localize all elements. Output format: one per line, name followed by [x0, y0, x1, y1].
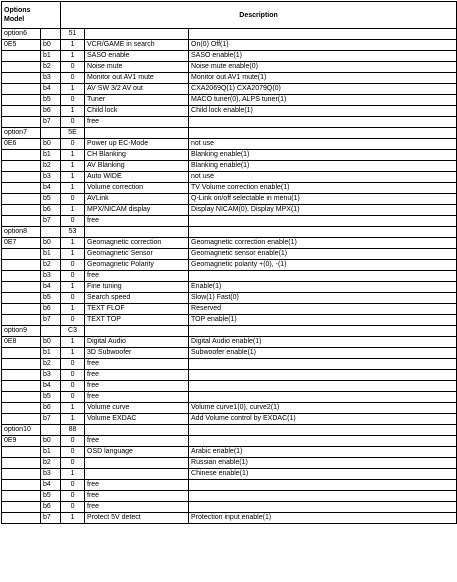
function-cell: VCR/GAME in search: [85, 40, 189, 51]
description-cell: [189, 326, 457, 337]
table-row: [2, 513, 457, 524]
description-cell: Display NICAM(0), Display MPX(1): [189, 205, 457, 216]
bit-cell: b6: [41, 403, 61, 414]
value-cell: 0: [61, 436, 85, 447]
value-cell: 0: [61, 95, 85, 106]
value-cell: 1: [61, 469, 85, 480]
description-cell: Blanking enable(1): [189, 161, 457, 172]
bit-cell: b2: [41, 359, 61, 370]
option-model-cell: [2, 216, 41, 227]
function-cell: CH Blanking: [85, 150, 189, 161]
bit-cell: b4: [41, 381, 61, 392]
option-model-cell: option8: [2, 227, 41, 238]
model-label: Model: [4, 16, 25, 23]
description-cell: [189, 491, 457, 502]
function-cell: free: [85, 392, 189, 403]
option-model-cell: [2, 480, 41, 491]
function-cell: free: [85, 480, 189, 491]
option-model-cell: option10: [2, 425, 41, 436]
function-cell: TEXT FLOF: [85, 304, 189, 315]
bit-cell: b7: [41, 216, 61, 227]
description-cell: CXA2069Q(1) CXA2079Q(0): [189, 84, 457, 95]
value-cell: 1: [61, 249, 85, 260]
table-row: [2, 161, 457, 172]
option-model-cell: [2, 95, 41, 106]
table-row: [2, 249, 457, 260]
option-model-cell: [2, 513, 41, 524]
table-row: [2, 392, 457, 403]
table-row: [2, 128, 457, 139]
description-cell: TOP enable(1): [189, 315, 457, 326]
function-cell: Power up EC-Mode: [85, 139, 189, 150]
function-cell: free: [85, 216, 189, 227]
bit-cell: b7: [41, 414, 61, 425]
bit-cell: b7: [41, 315, 61, 326]
value-cell: 0: [61, 260, 85, 271]
value-cell: 1: [61, 84, 85, 95]
function-cell: free: [85, 271, 189, 282]
bit-cell: b0: [41, 436, 61, 447]
table-row: [2, 304, 457, 315]
value-cell: 1: [61, 106, 85, 117]
description-cell: [189, 502, 457, 513]
description-cell: Geomagnetic correction enable(1): [189, 238, 457, 249]
value-cell: 0: [61, 381, 85, 392]
option-model-cell: [2, 315, 41, 326]
value-cell: 1: [61, 40, 85, 51]
table-row: [2, 51, 457, 62]
options-model-header: [2, 2, 61, 29]
table-row: [2, 359, 457, 370]
value-cell: 51: [61, 29, 85, 40]
function-cell: [85, 326, 189, 337]
table-row: [2, 403, 457, 414]
table-row: [2, 260, 457, 271]
bit-cell: b0: [41, 337, 61, 348]
table-row: [2, 227, 457, 238]
value-cell: 1: [61, 161, 85, 172]
option-model-cell: [2, 293, 41, 304]
options-document: [1, 1, 457, 524]
option-model-cell: [2, 150, 41, 161]
bit-cell: b3: [41, 73, 61, 84]
option-model-cell: [2, 359, 41, 370]
function-cell: Geomagnetic correction: [85, 238, 189, 249]
table-row: [2, 293, 457, 304]
value-cell: C3: [61, 326, 85, 337]
table-row: [2, 150, 457, 161]
option-model-cell: [2, 117, 41, 128]
bit-cell: b3: [41, 469, 61, 480]
bit-cell: b4: [41, 282, 61, 293]
table-row: [2, 84, 457, 95]
function-cell: MPX/NICAM display: [85, 205, 189, 216]
option-model-cell: [2, 183, 41, 194]
value-cell: 0: [61, 491, 85, 502]
function-cell: free: [85, 436, 189, 447]
function-cell: free: [85, 502, 189, 513]
value-cell: 0: [61, 139, 85, 150]
bit-cell: b3: [41, 172, 61, 183]
option-model-cell: [2, 282, 41, 293]
value-cell: 1: [61, 337, 85, 348]
option-model-cell: [2, 271, 41, 282]
option-model-cell: [2, 249, 41, 260]
value-cell: 0: [61, 216, 85, 227]
value-cell: 0: [61, 271, 85, 282]
table-row: [2, 282, 457, 293]
table-row: [2, 40, 457, 51]
table-row: [2, 205, 457, 216]
bit-cell: b0: [41, 238, 61, 249]
value-cell: 0: [61, 293, 85, 304]
bit-cell: [41, 425, 61, 436]
option-model-cell: 0E7: [2, 238, 41, 249]
value-cell: 5E: [61, 128, 85, 139]
value-cell: 1: [61, 238, 85, 249]
table-row: [2, 29, 457, 40]
bit-cell: b1: [41, 150, 61, 161]
table-row: [2, 183, 457, 194]
table-row: [2, 425, 457, 436]
bit-cell: b6: [41, 205, 61, 216]
description-cell: [189, 227, 457, 238]
description-cell: MACO tuner(0), ALPS tuner(1): [189, 95, 457, 106]
option-model-cell: [2, 106, 41, 117]
value-cell: 53: [61, 227, 85, 238]
function-cell: Geomagnetic Sensor: [85, 249, 189, 260]
value-cell: 1: [61, 51, 85, 62]
bit-cell: b1: [41, 348, 61, 359]
description-cell: Reserved: [189, 304, 457, 315]
option-model-cell: option7: [2, 128, 41, 139]
option-model-cell: [2, 502, 41, 513]
value-cell: 1: [61, 414, 85, 425]
function-cell: [85, 128, 189, 139]
description-cell: Noise mute enable(0): [189, 62, 457, 73]
function-cell: Child lock: [85, 106, 189, 117]
value-cell: 1: [61, 348, 85, 359]
option-model-cell: [2, 447, 41, 458]
table-row: [2, 216, 457, 227]
value-cell: 1: [61, 282, 85, 293]
description-cell: [189, 425, 457, 436]
description-cell: [189, 29, 457, 40]
function-cell: [85, 458, 189, 469]
option-model-cell: [2, 73, 41, 84]
option-model-cell: [2, 161, 41, 172]
value-cell: 1: [61, 304, 85, 315]
option-model-cell: [2, 51, 41, 62]
description-cell: Subwoofer enable(1): [189, 348, 457, 359]
function-cell: SASO enable: [85, 51, 189, 62]
value-cell: 0: [61, 392, 85, 403]
description-cell: [189, 117, 457, 128]
bit-cell: b4: [41, 84, 61, 95]
description-cell: not use: [189, 139, 457, 150]
value-cell: 1: [61, 513, 85, 524]
option-model-cell: [2, 381, 41, 392]
bit-cell: b2: [41, 62, 61, 73]
bit-cell: b6: [41, 106, 61, 117]
description-cell: Russian enable(1): [189, 458, 457, 469]
value-cell: 1: [61, 205, 85, 216]
description-cell: Q-Link on/off selectable in menu(1): [189, 194, 457, 205]
description-cell: Child lock enable(1): [189, 106, 457, 117]
bit-cell: b4: [41, 183, 61, 194]
option-model-cell: [2, 205, 41, 216]
option-model-cell: [2, 260, 41, 271]
table-row: [2, 106, 457, 117]
table-row: [2, 139, 457, 150]
table-row: [2, 414, 457, 425]
option-model-cell: 0E6: [2, 139, 41, 150]
value-cell: 1: [61, 172, 85, 183]
value-cell: 1: [61, 150, 85, 161]
bit-cell: [41, 29, 61, 40]
option-model-cell: [2, 194, 41, 205]
function-cell: free: [85, 491, 189, 502]
function-cell: Geomagnetic Polarity: [85, 260, 189, 271]
function-cell: free: [85, 370, 189, 381]
bit-cell: b5: [41, 293, 61, 304]
function-cell: OSD language: [85, 447, 189, 458]
option-model-cell: [2, 458, 41, 469]
value-cell: 0: [61, 73, 85, 84]
function-cell: Protect 5V detect: [85, 513, 189, 524]
option-model-cell: [2, 469, 41, 480]
table-row: [2, 348, 457, 359]
table-row: [2, 172, 457, 183]
options-label: Options: [4, 7, 31, 14]
description-cell: Blanking enable(1): [189, 150, 457, 161]
function-cell: [85, 469, 189, 480]
option-model-cell: 0E5: [2, 40, 41, 51]
bit-cell: b5: [41, 95, 61, 106]
description-cell: [189, 392, 457, 403]
option-model-cell: [2, 84, 41, 95]
bit-cell: b0: [41, 40, 61, 51]
description-cell: On(0) Off(1): [189, 40, 457, 51]
bit-cell: b7: [41, 513, 61, 524]
option-model-cell: option6: [2, 29, 41, 40]
function-cell: free: [85, 117, 189, 128]
value-cell: 0: [61, 458, 85, 469]
table-row: [2, 381, 457, 392]
table-row: [2, 458, 457, 469]
description-cell: Digital Audio enable(1): [189, 337, 457, 348]
option-model-cell: 0E8: [2, 337, 41, 348]
description-cell: Add Volume control by EXDAC(1): [189, 414, 457, 425]
bit-cell: b1: [41, 447, 61, 458]
table-row: [2, 62, 457, 73]
function-cell: Volume correction: [85, 183, 189, 194]
bit-cell: b6: [41, 304, 61, 315]
value-cell: 0: [61, 370, 85, 381]
bit-cell: [41, 128, 61, 139]
bit-cell: b6: [41, 502, 61, 513]
option-model-cell: [2, 304, 41, 315]
table-row: [2, 502, 457, 513]
function-cell: Auto WIDE: [85, 172, 189, 183]
description-cell: not use: [189, 172, 457, 183]
description-header: Description: [61, 2, 457, 29]
table-row: [2, 271, 457, 282]
function-cell: Monitor out AV1 mute: [85, 73, 189, 84]
value-cell: 1: [61, 183, 85, 194]
bit-cell: [41, 326, 61, 337]
description-cell: Chinese enable(1): [189, 469, 457, 480]
description-cell: [189, 271, 457, 282]
description-cell: SASO enable(1): [189, 51, 457, 62]
bit-cell: b5: [41, 392, 61, 403]
option-model-cell: option9: [2, 326, 41, 337]
table-row: [2, 447, 457, 458]
bit-cell: b4: [41, 480, 61, 491]
bit-cell: b5: [41, 491, 61, 502]
value-cell: 0: [61, 502, 85, 513]
value-cell: 0: [61, 480, 85, 491]
description-cell: Protection input enable(1): [189, 513, 457, 524]
table-row: [2, 73, 457, 84]
value-cell: 1: [61, 403, 85, 414]
table-row: [2, 238, 457, 249]
table-row: [2, 491, 457, 502]
bit-cell: b2: [41, 260, 61, 271]
value-cell: 0: [61, 62, 85, 73]
bit-cell: b1: [41, 249, 61, 260]
description-cell: [189, 128, 457, 139]
table-row: [2, 117, 457, 128]
function-cell: 3D Subwoofer: [85, 348, 189, 359]
options-table-body: [2, 29, 457, 524]
description-cell: Monitor out AV1 mute(1): [189, 73, 457, 84]
value-cell: 0: [61, 447, 85, 458]
function-cell: AVLink: [85, 194, 189, 205]
table-row: [2, 326, 457, 337]
description-cell: Enable(1): [189, 282, 457, 293]
description-cell: Arabic enable(1): [189, 447, 457, 458]
description-cell: [189, 216, 457, 227]
table-row: [2, 480, 457, 491]
table-row: [2, 315, 457, 326]
bit-cell: b0: [41, 139, 61, 150]
option-model-cell: [2, 414, 41, 425]
table-header-row: [2, 2, 457, 29]
value-cell: 88: [61, 425, 85, 436]
bit-cell: b5: [41, 194, 61, 205]
options-table: [1, 1, 457, 524]
bit-cell: b3: [41, 370, 61, 381]
function-cell: free: [85, 381, 189, 392]
function-cell: [85, 29, 189, 40]
table-row: [2, 370, 457, 381]
description-cell: [189, 436, 457, 447]
function-cell: Search speed: [85, 293, 189, 304]
function-cell: Digital Audio: [85, 337, 189, 348]
description-cell: [189, 480, 457, 491]
bit-cell: b1: [41, 51, 61, 62]
function-cell: Volume curve: [85, 403, 189, 414]
bit-cell: b2: [41, 161, 61, 172]
value-cell: 0: [61, 359, 85, 370]
option-model-cell: [2, 491, 41, 502]
table-row: [2, 194, 457, 205]
description-cell: Geomagnetic polarity +(0), -(1): [189, 260, 457, 271]
description-cell: Volume curve1(0), curve2(1): [189, 403, 457, 414]
option-model-cell: [2, 392, 41, 403]
bit-cell: [41, 227, 61, 238]
function-cell: Fine tuning: [85, 282, 189, 293]
bit-cell: b7: [41, 117, 61, 128]
description-cell: TV Volume correction enable(1): [189, 183, 457, 194]
value-cell: 0: [61, 315, 85, 326]
description-cell: [189, 359, 457, 370]
option-model-cell: [2, 348, 41, 359]
function-cell: Noise mute: [85, 62, 189, 73]
function-cell: AV SW 3/2 AV out: [85, 84, 189, 95]
function-cell: Volume EXDAC: [85, 414, 189, 425]
function-cell: Tuner: [85, 95, 189, 106]
option-model-cell: [2, 62, 41, 73]
option-model-cell: [2, 172, 41, 183]
table-row: [2, 469, 457, 480]
bit-cell: b3: [41, 271, 61, 282]
bit-cell: b2: [41, 458, 61, 469]
function-cell: [85, 227, 189, 238]
value-cell: 0: [61, 194, 85, 205]
table-row: [2, 337, 457, 348]
function-cell: free: [85, 359, 189, 370]
description-cell: [189, 370, 457, 381]
table-row: [2, 436, 457, 447]
function-cell: [85, 425, 189, 436]
option-model-cell: [2, 403, 41, 414]
value-cell: 0: [61, 117, 85, 128]
function-cell: AV Blanking: [85, 161, 189, 172]
function-cell: TEXT TOP: [85, 315, 189, 326]
description-cell: [189, 381, 457, 392]
description-cell: Geomagnetic sensor enable(1): [189, 249, 457, 260]
table-row: [2, 95, 457, 106]
option-model-cell: [2, 370, 41, 381]
option-model-cell: 0E9: [2, 436, 41, 447]
description-cell: Slow(1) Fast(0): [189, 293, 457, 304]
